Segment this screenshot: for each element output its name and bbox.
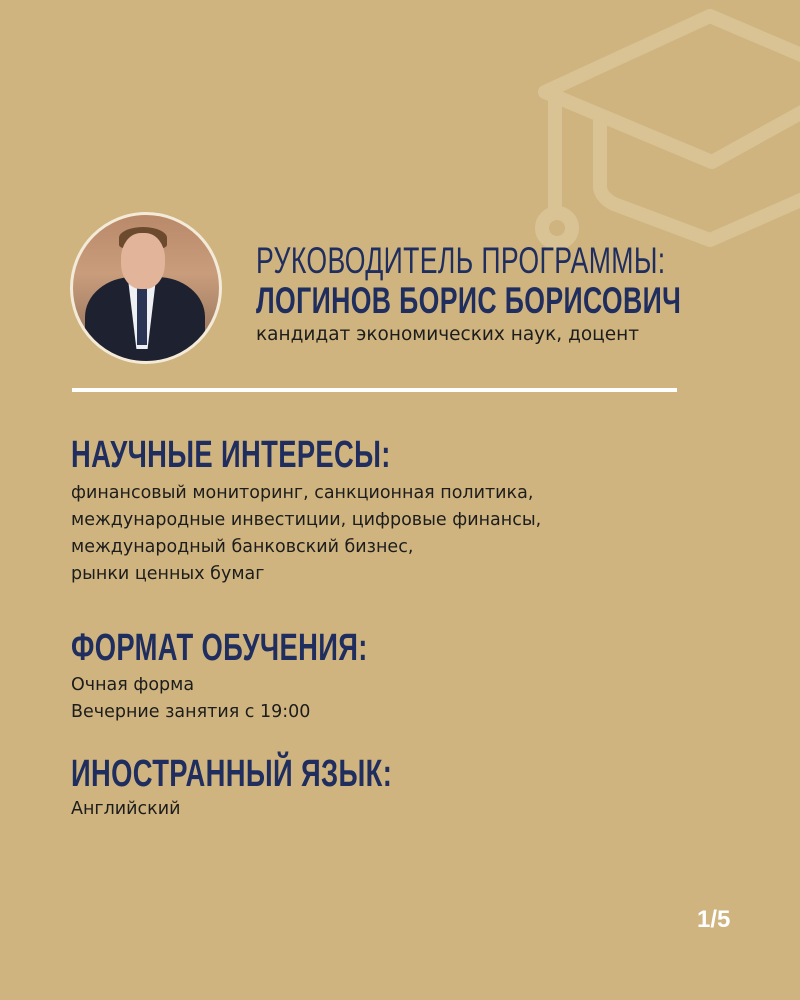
interests-line: финансовый мониторинг, санкционная политика, xyxy=(71,483,534,503)
academic-degree: кандидат экономических наук, доцент xyxy=(256,324,640,345)
interests-line: международные инвестиции, цифровые финансы, xyxy=(71,510,542,530)
language-line: Английский xyxy=(71,799,181,819)
section-title-interests: НАУЧНЫЕ ИНТЕРЕСЫ: xyxy=(71,434,391,476)
interests-line: рынки ценных бумаг xyxy=(71,564,265,584)
section-title-language: ИНОСТРАННЫЙ ЯЗЫК: xyxy=(71,753,393,795)
section-title-format: ФОРМАТ ОБУЧЕНИЯ: xyxy=(71,627,368,669)
interests-line: международный банковский бизнес, xyxy=(71,537,414,557)
format-line: Очная форма xyxy=(71,675,195,695)
avatar-photo xyxy=(70,212,222,364)
page-indicator: 1/5 xyxy=(697,906,731,933)
divider xyxy=(72,388,677,392)
format-line: Вечерние занятия с 19:00 xyxy=(71,702,311,722)
role-title: РУКОВОДИТЕЛЬ ПРОГРАММЫ: xyxy=(256,240,666,281)
person-name: ЛОГИНОВ БОРИС БОРИСОВИЧ xyxy=(256,280,682,321)
